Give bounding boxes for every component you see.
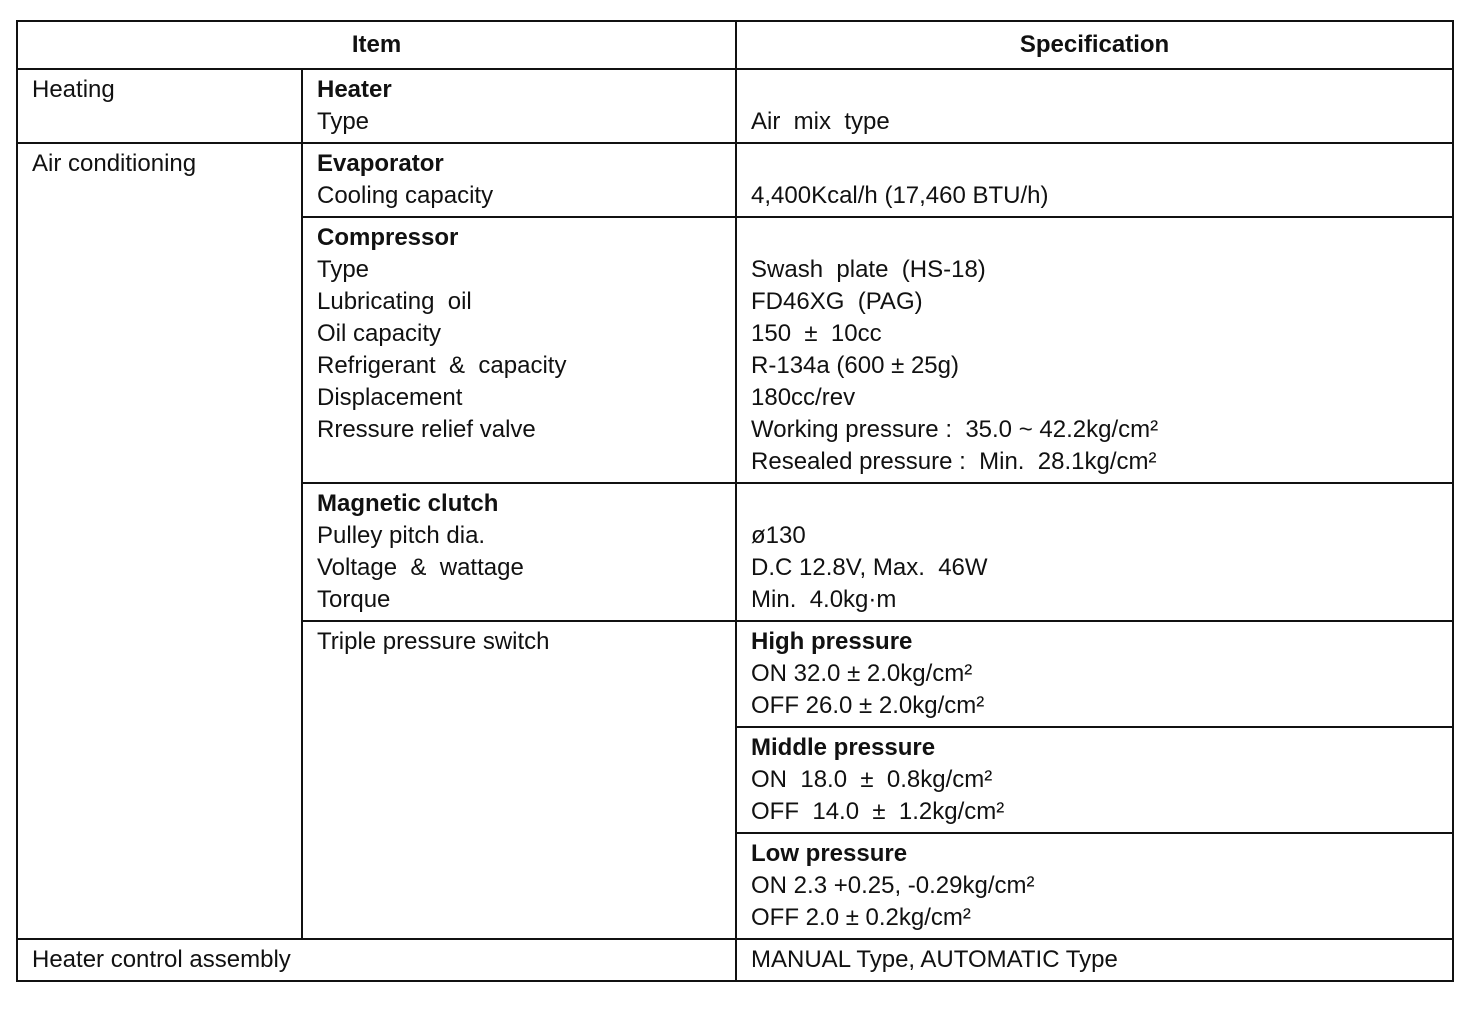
compressor-label-type: Type	[317, 256, 370, 283]
compressor-value-displacement: 180cc/rev	[751, 384, 856, 411]
heater-control-row	[17, 939, 1453, 981]
magnetic-clutch-value-voltage: D.C 12.8V, Max. 46W	[751, 554, 988, 581]
heater-title: Heater	[317, 76, 392, 103]
middle-pressure-off: OFF 14.0 ± 1.2kg/cm²	[751, 798, 1005, 825]
heater-item-cell	[302, 69, 736, 143]
header-row	[17, 21, 1453, 69]
compressor-title: Compressor	[317, 224, 459, 251]
compressor-value-lubricating-oil: FD46XG (PAG)	[751, 288, 923, 315]
heater-row	[17, 69, 1453, 143]
heater-control-label: Heater control assembly	[17, 939, 736, 981]
compressor-label-lubricating-oil: Lubricating oil	[317, 288, 472, 315]
magnetic-clutch-title: Magnetic clutch	[317, 490, 499, 517]
evaporator-spec-cell	[736, 143, 1453, 217]
compressor-spec-cell	[736, 217, 1453, 483]
magnetic-clutch-label-pulley: Pulley pitch dia.	[317, 522, 486, 549]
compressor-value-type: Swash plate (HS-18)	[751, 256, 986, 283]
high-pressure-cell	[736, 621, 1453, 727]
category-air-conditioning: Air conditioning	[17, 143, 302, 939]
heater-label-type: Type	[317, 108, 370, 135]
high-pressure-title: High pressure	[751, 628, 913, 655]
low-pressure-on: ON 2.3 +0.25, -0.29kg/cm²	[751, 872, 1035, 899]
heater-spec-cell	[736, 69, 1453, 143]
magnetic-clutch-item-cell	[302, 483, 736, 621]
specification-table	[16, 20, 1454, 982]
compressor-value-resealed-pressure: Resealed pressure : Min. 28.1kg/cm²	[751, 448, 1157, 475]
middle-pressure-cell	[736, 727, 1453, 833]
compressor-label-oil-capacity: Oil capacity	[317, 320, 442, 347]
evaporator-item-cell	[302, 143, 736, 217]
evaporator-value-cooling-capacity: 4,400Kcal/h (17,460 BTU/h)	[751, 182, 1049, 209]
magnetic-clutch-spec-cell	[736, 483, 1453, 621]
magnetic-clutch-label-torque: Torque	[317, 586, 391, 613]
magnetic-clutch-value-pulley: ø130	[751, 522, 806, 549]
magnetic-clutch-value-torque: Min. 4.0kg·m	[751, 586, 897, 613]
high-pressure-on: ON 32.0 ± 2.0kg/cm²	[751, 660, 973, 687]
compressor-label-refrigerant: Refrigerant & capacity	[317, 352, 567, 379]
compressor-value-oil-capacity: 150 ± 10cc	[751, 320, 882, 347]
heater-value-type: Air mix type	[751, 108, 890, 135]
middle-pressure-on: ON 18.0 ± 0.8kg/cm²	[751, 766, 993, 793]
heater-control-value: MANUAL Type, AUTOMATIC Type	[736, 939, 1453, 981]
low-pressure-off: OFF 2.0 ± 0.2kg/cm²	[751, 904, 971, 931]
header-item: Item	[17, 21, 736, 69]
compressor-label-relief-valve: Rressure relief valve	[317, 416, 536, 443]
low-pressure-title: Low pressure	[751, 840, 908, 867]
category-heating: Heating	[17, 69, 302, 143]
evaporator-label-cooling-capacity: Cooling capacity	[317, 182, 494, 209]
magnetic-clutch-label-voltage: Voltage & wattage	[317, 554, 524, 581]
high-pressure-off: OFF 26.0 ± 2.0kg/cm²	[751, 692, 985, 719]
header-specification: Specification	[736, 21, 1453, 69]
evaporator-row	[17, 143, 1453, 217]
compressor-item-cell	[302, 217, 736, 483]
compressor-value-working-pressure: Working pressure : 35.0 ~ 42.2kg/cm²	[751, 416, 1159, 443]
compressor-label-displacement: Displacement	[317, 384, 463, 411]
triple-pressure-switch-label: Triple pressure switch	[302, 621, 736, 939]
compressor-value-refrigerant: R-134a (600 ± 25g)	[751, 352, 959, 379]
middle-pressure-title: Middle pressure	[751, 734, 936, 761]
low-pressure-cell	[736, 833, 1453, 939]
evaporator-title: Evaporator	[317, 150, 444, 177]
